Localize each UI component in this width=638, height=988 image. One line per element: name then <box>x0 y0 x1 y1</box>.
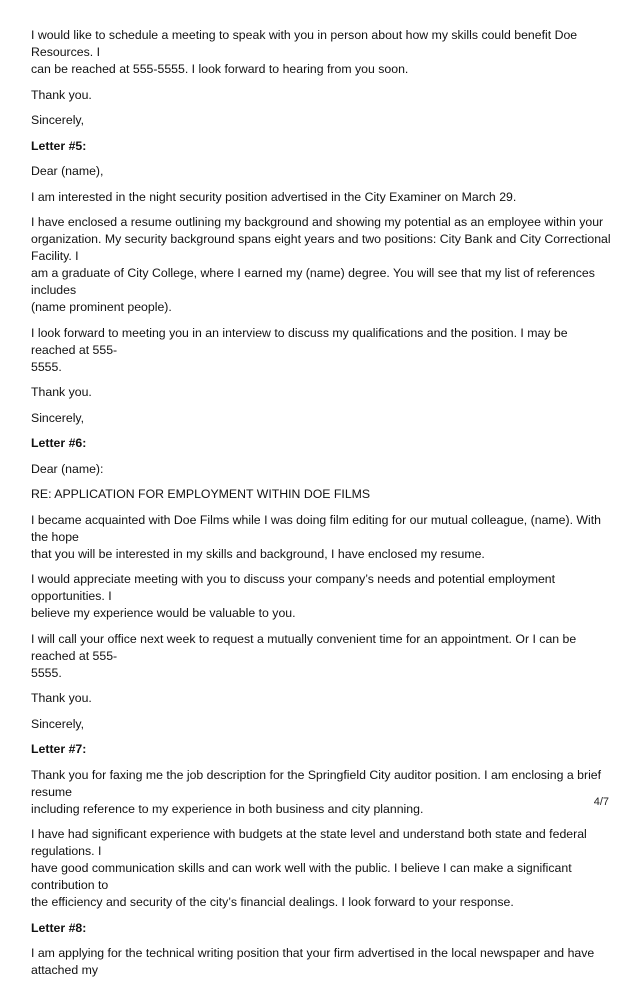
letter-heading: Letter #5: <box>31 138 87 153</box>
paragraph: I would appreciate meeting with you to discuss your company’s needs and potential employment opportunities. I believe my experience would be valuable to you. <box>31 572 556 620</box>
paragraph: I am applying for the technical writing position that your firm advertised in the local newspaper and have attached my <box>31 946 595 977</box>
paragraph: Thank you for faxing me the job description for the Springfield City auditor position. I am enclosing a brief resume including reference to my experience in both business and city planning. <box>31 767 602 816</box>
paragraph: I look forward to meeting you in an interview to discuss my qualifications and the position. I may be reached at 555- 5555. <box>31 325 568 374</box>
paragraph: Sincerely, <box>31 410 85 425</box>
paragraph: I am interested in the night security position advertised in the City Examiner on March 29. <box>31 189 517 204</box>
paragraph: Dear (name): <box>31 461 104 476</box>
letter-heading: Letter #6: <box>31 436 87 450</box>
document-page <box>31 27 611 988</box>
page-number: 4/7 <box>593 796 609 808</box>
paragraph: I will call your office next week to request a mutually convenient time for an appointment. Or I can be reached at 555- 5555. <box>31 631 577 680</box>
paragraph: I have had significant experience with budgets at the state level and understand both state and federal regulations. I have good communication skills and can work well with the public. I believe I can make a significant contribution to the efficiency and security of the city’s financial dealings. I look forward to your response. <box>31 827 587 909</box>
paragraph: I became acquainted with Doe Films while I was doing film editing for our mutual colleague, (name). With the hope that you will be interested in my skills and background, I have enclosed my resume. <box>31 512 602 561</box>
letter-heading: Letter #8: <box>31 920 87 935</box>
paragraph: Thank you. <box>31 691 92 705</box>
paragraph: Sincerely, <box>31 113 85 127</box>
paragraph: Dear (name), <box>31 164 104 178</box>
paragraph: I would like to schedule a meeting to speak with you in person about how my skills could benefit Doe Resources. I can be reached at 555-5555. I look forward to hearing from you soon. <box>31 28 578 76</box>
paragraph: Sincerely, <box>31 716 85 731</box>
paragraph: RE: APPLICATION FOR EMPLOYMENT WITHIN DOE FILMS <box>31 487 371 501</box>
paragraph: Thank you. <box>31 385 92 399</box>
paragraph: I have enclosed a resume outlining my background and showing my potential as an employee within your organization. My security background spans eight years and two positions: City Bank and City Correctional Facility. I am a graduate of City College, where I earned my (name) degree. You will see that my list of references includes (name prominent people). <box>31 215 611 314</box>
letter-heading: Letter #7: <box>31 742 87 756</box>
paragraph: Thank you. <box>31 87 92 102</box>
